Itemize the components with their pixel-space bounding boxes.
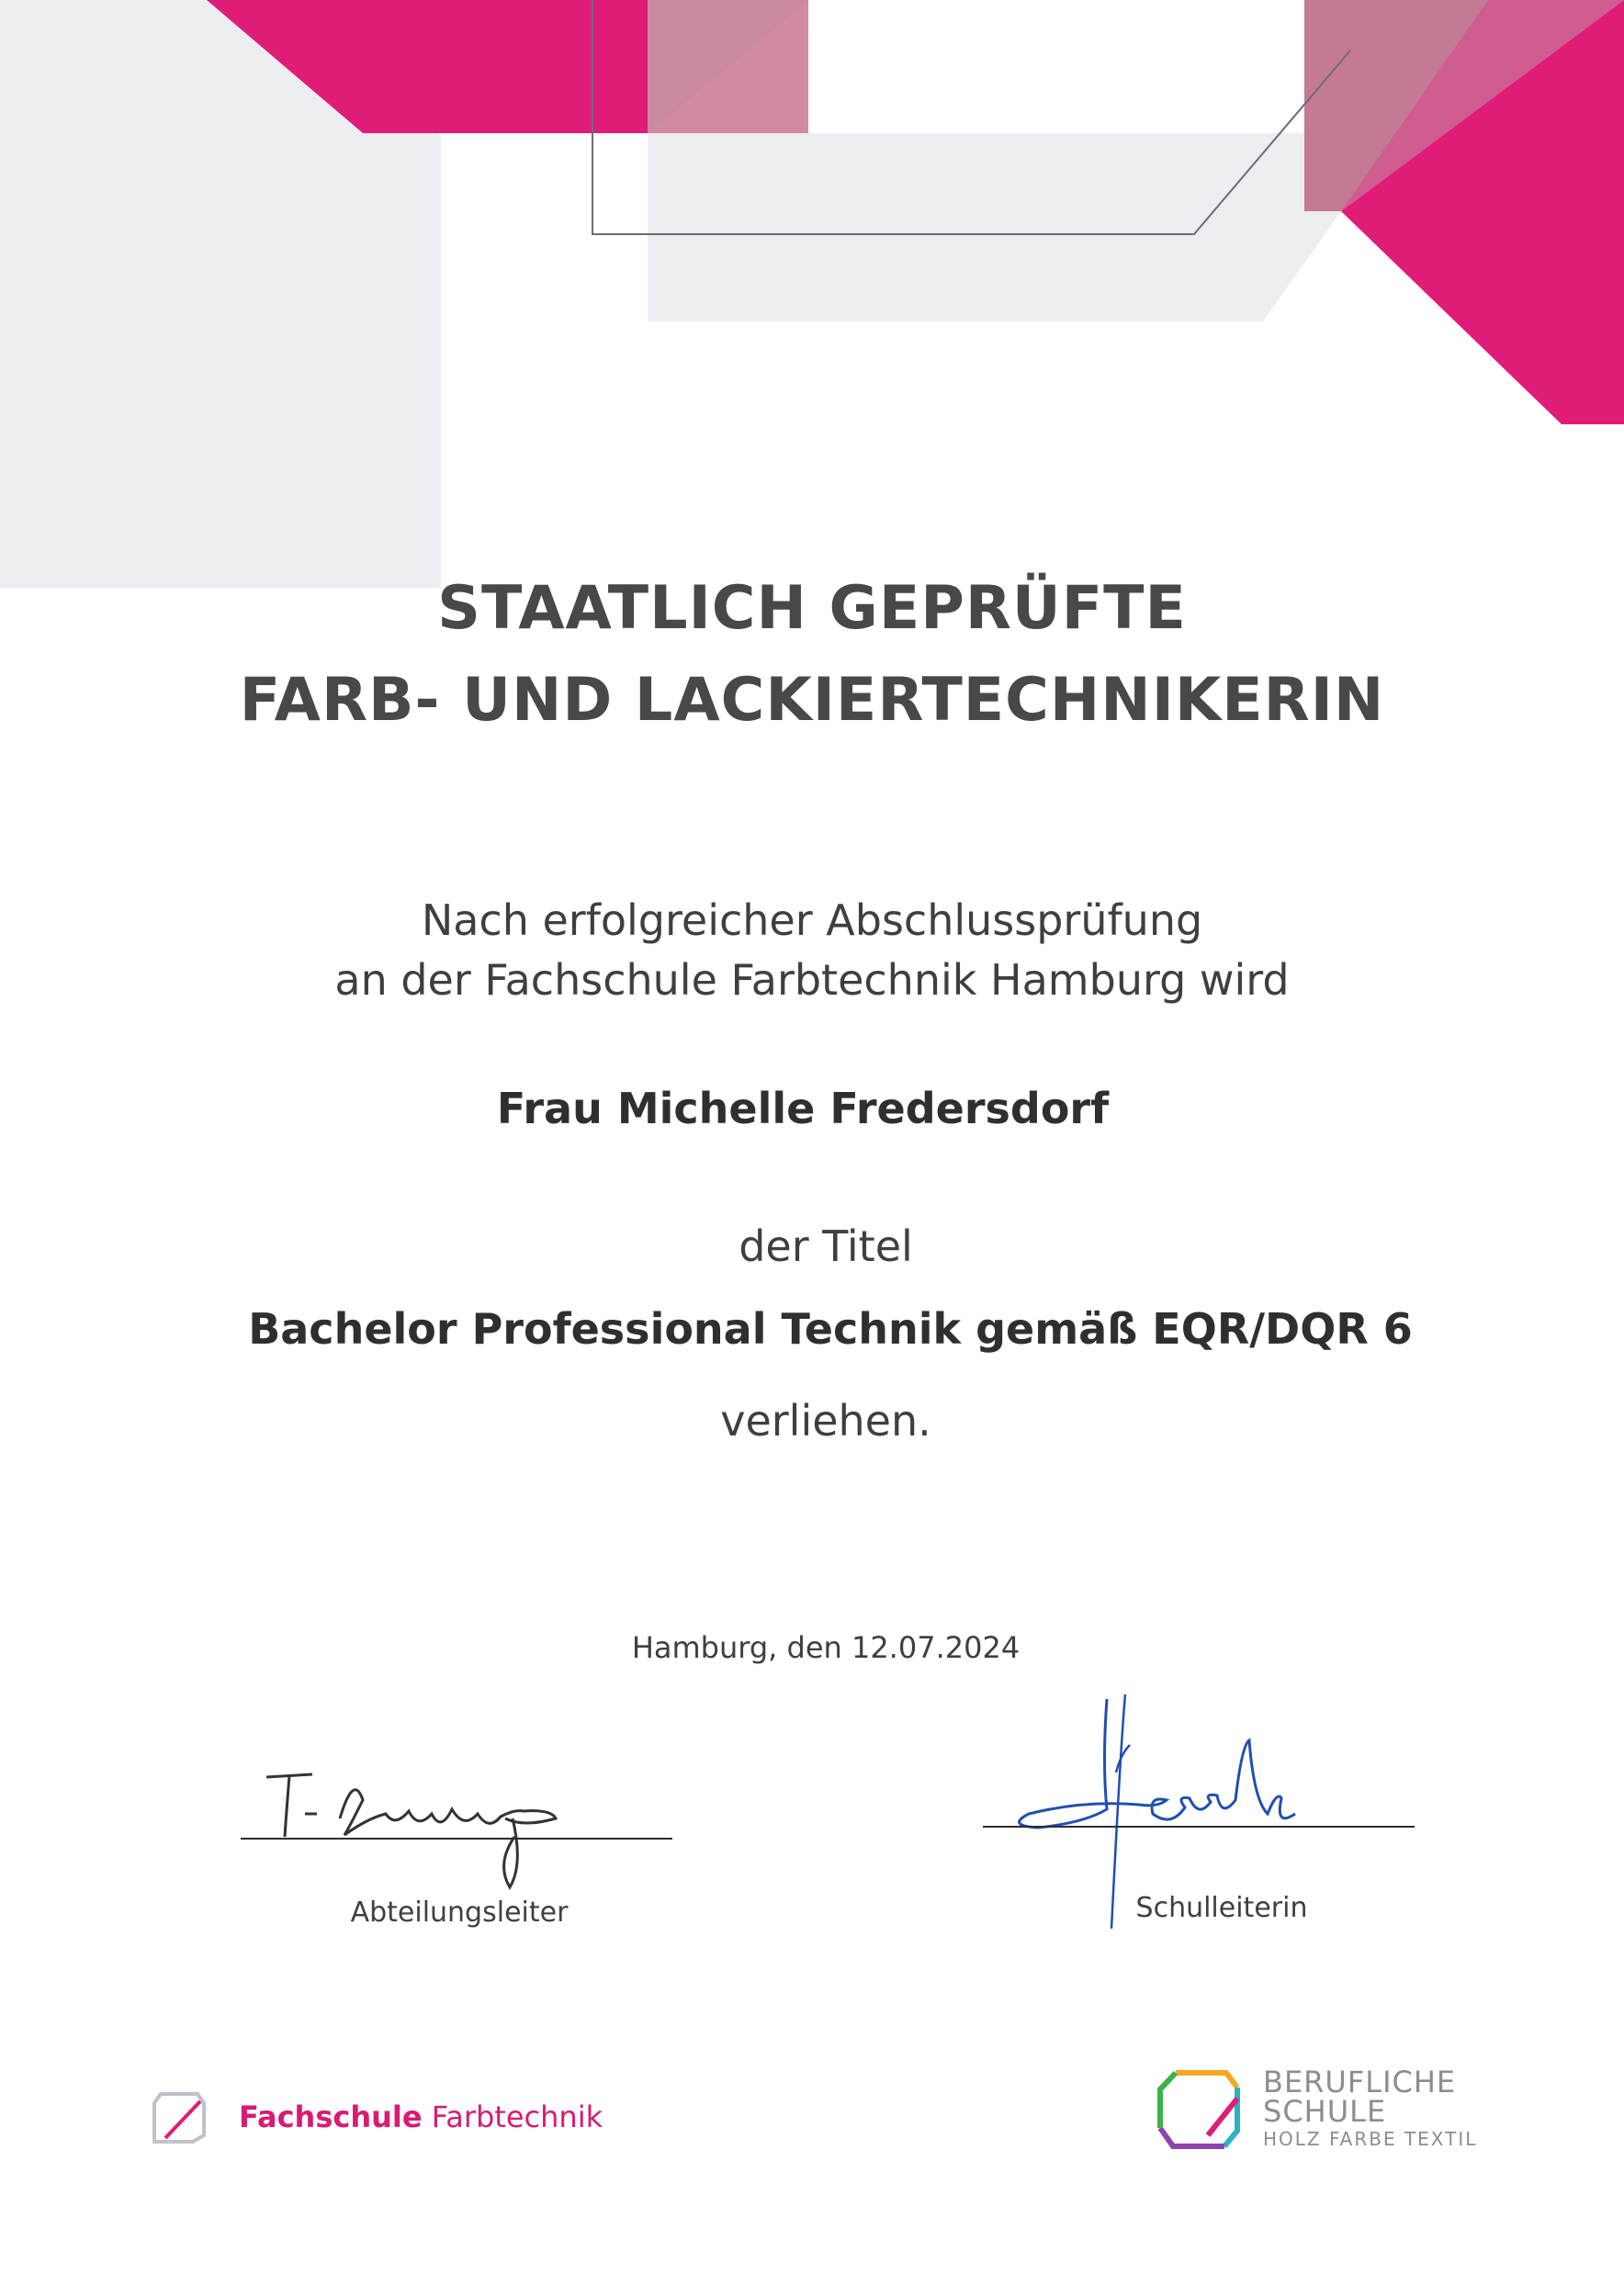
header-decoration	[0, 0, 1624, 643]
berufliche-schule-logo	[1153, 2062, 1477, 2154]
fachschule-logo-bold: Fachschule	[239, 2099, 423, 2134]
berufliche-schule-logo-icon	[1153, 2062, 1245, 2154]
intro-line2: an der Fachschule Farbtechnik Hamburg wird	[334, 955, 1290, 1005]
certificate-title-line1: STAATLICH GEPRÜFTE	[437, 574, 1187, 643]
fachschule-logo	[147, 2085, 603, 2149]
recipient-name: Frau Michelle Fredersdorf	[496, 1084, 1110, 1133]
berufliche-schule-line3: HOLZ FARBE TEXTIL	[1263, 2128, 1478, 2150]
signature-caption-left: Abteilungsleiter	[350, 1896, 569, 1929]
signature-caption-right: Schulleiterin	[1135, 1892, 1308, 1924]
grey-block-center	[648, 133, 1341, 321]
berufliche-schule-line2: SCHULE	[1263, 2094, 1387, 2129]
berufliche-schule-line1: BERUFLICHE	[1263, 2065, 1457, 2099]
degree-title: Bachelor Professional Technik gemäß EQR/DQR 6	[248, 1304, 1413, 1354]
grey-block-left	[0, 133, 441, 588]
title-phrase: der Titel	[739, 1221, 913, 1271]
awarded-text: verliehen.	[720, 1396, 931, 1446]
signature-line-left	[241, 1838, 672, 1840]
certificate-title-line2: FARB- UND LACKIERTECHNIKERIN	[239, 666, 1385, 735]
fachschule-logo-icon	[147, 2085, 211, 2149]
fachschule-logo-regular: Farbtechnik	[431, 2099, 603, 2134]
intro-line1: Nach erfolgreicher Abschlussprüfung	[421, 895, 1203, 945]
signature-left	[248, 1763, 579, 1901]
place-date: Hamburg, den 12.07.2024	[631, 1630, 1021, 1665]
signature-line-right	[983, 1826, 1415, 1828]
